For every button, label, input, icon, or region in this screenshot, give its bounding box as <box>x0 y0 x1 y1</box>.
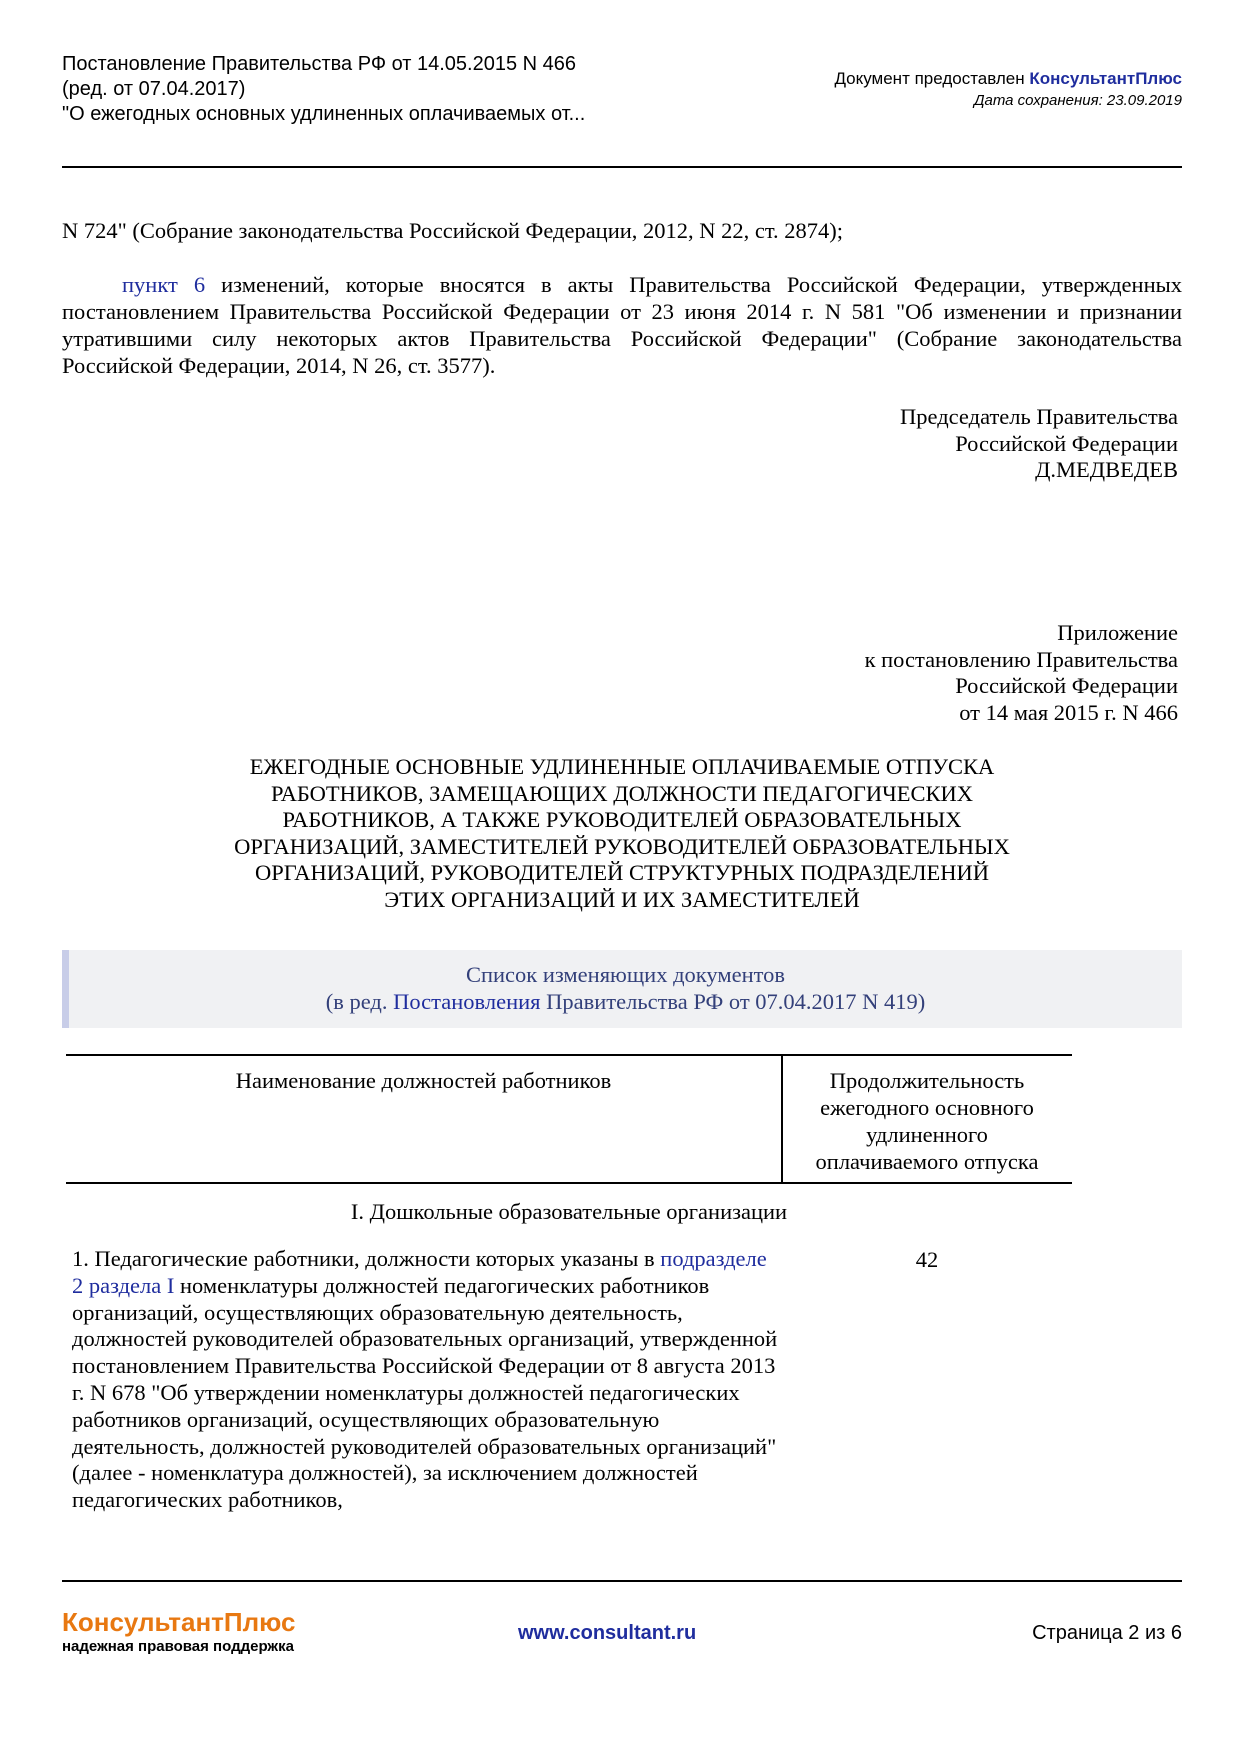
header-divider <box>62 166 1182 168</box>
document-title-line: "О ежегодных основных удлиненных оплачиваемых от... <box>62 103 586 125</box>
appendix-line: к постановлению Правительства <box>864 646 1178 672</box>
signature-block <box>900 404 1178 484</box>
document-title-line: (ред. от 07.04.2017) <box>62 78 246 100</box>
document-title <box>62 52 682 127</box>
table-column-divider <box>781 1055 783 1183</box>
appendix-line: от 14 мая 2015 г. N 466 <box>959 699 1178 725</box>
appendix-block <box>865 620 1178 726</box>
table-row <box>72 1246 782 1514</box>
table-header-duration-line: Продолжительность <box>829 1068 1025 1093</box>
footer-url-link[interactable]: www.consultant.ru <box>518 1622 697 1644</box>
punkt-6-link[interactable]: пункт 6 <box>122 272 206 297</box>
row-text-before: 1. Педагогические работники, должности которых указаны в <box>72 1246 661 1271</box>
save-date: Дата сохранения: 23.09.2019 <box>973 92 1182 109</box>
provider-info <box>834 68 1182 112</box>
table-section-title: I. Дошкольные образовательные организации <box>350 1199 788 1224</box>
changes-heading: Список изменяющих документов <box>465 962 786 987</box>
heading-line: ЭТИХ ОРГАНИЗАЦИЙ И ИХ ЗАМЕСТИТЕЛЕЙ <box>384 886 860 912</box>
provided-label: Документ предоставлен <box>834 69 1030 88</box>
table-header-position: Наименование должностей работников <box>235 1068 612 1093</box>
document-heading <box>62 754 1182 913</box>
page-number: Страница 2 из 6 <box>1032 1622 1182 1644</box>
footer-tagline: надежная правовая поддержка <box>62 1638 294 1655</box>
table-header-duration <box>784 1067 1070 1175</box>
changes-link[interactable]: Постановления <box>393 989 541 1014</box>
paragraph-continuation: N 724" (Собрание законодательства Российской Федерации, 2012, N 22, ст. 2874); <box>62 218 844 243</box>
signature-line: Председатель Правительства <box>900 404 1178 429</box>
signature-name: Д.МЕДВЕДЕВ <box>1035 457 1178 482</box>
paragraph-amendment-text: изменений, которые вносятся в акты Правительства Российской Федерации, утвержденных постановлением Правительства Российской Федерации от 23 июня 2014 г. N 581 "Об изменении и признании утратившими силу некоторых актов Правительства Российской Федерации" (Собрание законодательства Российской Федерации, 2014, N 26, ст. 3577). <box>62 272 1182 378</box>
heading-line: ОРГАНИЗАЦИЙ, ЗАМЕСТИТЕЛЕЙ РУКОВОДИТЕЛЕЙ ОБРАЗОВАТЕЛЬНЫХ <box>234 833 1010 859</box>
table-header-duration-line: ежегодного основного <box>820 1095 1034 1120</box>
changes-box <box>62 950 1182 1028</box>
table-row-value: 42 <box>915 1247 939 1272</box>
paragraph-amendment <box>62 271 1182 379</box>
subsection-link[interactable]: подразделе 2 раздела I <box>72 1246 767 1298</box>
changes-suffix: Правительства РФ от 07.04.2017 N 419) <box>540 989 926 1014</box>
heading-line: РАБОТНИКОВ, ЗАМЕЩАЮЩИХ ДОЛЖНОСТИ ПЕДАГОГИЧЕСКИХ <box>271 780 973 806</box>
provider-brand-link[interactable]: КонсультантПлюс <box>1029 69 1182 88</box>
row-text-after: номенклатуры должностей педагогических работников организаций, осуществляющих образовательную деятельность, должностей руководителей образовательных организаций, утвержденной постановлением Правительства Российской Федерации от 8 августа 2013 г. N 678 "Об утверждении номенклатуры должностей педагогических работников организаций, осуществляющих образовательную деятельность, должностей руководителей образовательных организаций" (далее - номенклатура должностей), за исключением должностей педагогических работников, <box>72 1272 778 1513</box>
table-header-duration-line: удлиненного <box>866 1122 988 1147</box>
heading-line: РАБОТНИКОВ, А ТАКЖЕ РУКОВОДИТЕЛЕЙ ОБРАЗОВАТЕЛЬНЫХ <box>282 807 962 832</box>
footer-brand: КонсультантПлюс <box>62 1607 296 1637</box>
footer-logo <box>62 1607 295 1657</box>
appendix-line: Приложение <box>1057 620 1178 645</box>
table-header-duration-line: оплачиваемого отпуска <box>815 1149 1039 1174</box>
provided-by <box>834 68 1182 90</box>
changes-line <box>69 988 1182 1015</box>
footer-divider <box>62 1580 1182 1582</box>
table-top-border <box>66 1054 1072 1056</box>
changes-prefix: (в ред. <box>325 989 394 1014</box>
table-header-bottom-border <box>66 1182 1072 1184</box>
signature-line: Российской Федерации <box>955 430 1178 456</box>
heading-line: ЕЖЕГОДНЫЕ ОСНОВНЫЕ УДЛИНЕННЫЕ ОПЛАЧИВАЕМЫЕ ОТПУСКА <box>249 754 995 779</box>
heading-line: ОРГАНИЗАЦИЙ, РУКОВОДИТЕЛЕЙ СТРУКТУРНЫХ ПОДРАЗДЕЛЕНИЙ <box>254 860 990 885</box>
appendix-line: Российской Федерации <box>955 673 1178 698</box>
document-title-line: Постановление Правительства РФ от 14.05.2015 N 466 <box>62 53 577 75</box>
